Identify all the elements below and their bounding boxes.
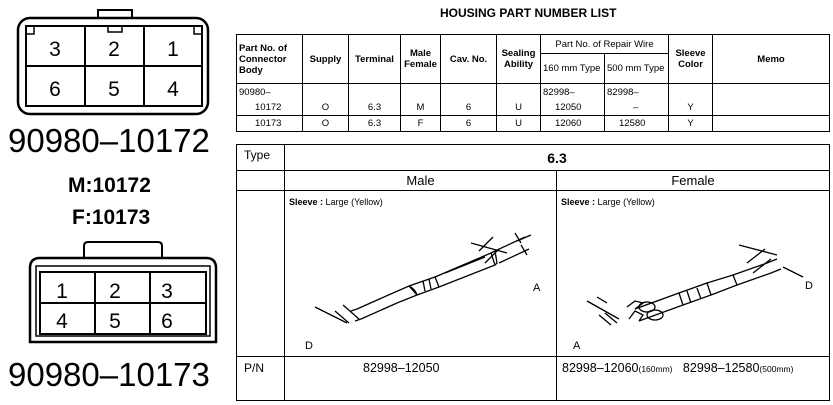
- cell-supply: O: [303, 84, 349, 116]
- header-supply: Supply: [303, 35, 349, 84]
- dimension-d-letter: D: [305, 340, 313, 352]
- cell-seal: U: [497, 84, 541, 116]
- connector-part-number: 90980–10172: [8, 122, 210, 159]
- cell-seal: U: [497, 116, 541, 132]
- cell-terminal: 6.3: [349, 116, 401, 132]
- pn-label: P/N: [237, 357, 285, 401]
- wire-160: 12060: [541, 116, 605, 132]
- header-repair-wire: Part No. of Repair Wire: [541, 35, 669, 54]
- part-number: 10173: [237, 116, 303, 132]
- male-header: Male: [285, 171, 557, 191]
- female-pn-500-note: (500mm): [759, 364, 794, 374]
- part-number: 10172: [255, 101, 282, 113]
- female-terminal-cell: [557, 191, 830, 357]
- female-pn-500: 82998–12580: [682, 361, 760, 375]
- wire-160: 12050: [555, 101, 582, 113]
- header-sealing: Sealing Ability: [497, 35, 541, 84]
- housing-list-title: HOUSING PART NUMBER LIST: [440, 6, 617, 20]
- cavity-label: 2: [109, 280, 121, 303]
- cavity-label: 1: [56, 280, 68, 303]
- cell-supply: O: [303, 116, 349, 132]
- cell-memo: [713, 116, 830, 132]
- type-value: 6.3: [285, 145, 830, 171]
- male-part-label: M:10172: [68, 174, 151, 197]
- header-sleeve: Sleeve Color: [669, 35, 713, 84]
- wire-prefix: 82998–: [543, 86, 575, 98]
- table-row: [237, 116, 830, 132]
- cell-male-female: M: [401, 84, 441, 116]
- wire-prefix: 82998–: [607, 86, 639, 98]
- terminal-type-table: [236, 144, 830, 401]
- header-part-no: Part No. of Connector Body: [237, 35, 303, 84]
- dimension-a-letter: A: [533, 282, 541, 294]
- type-label: Type: [237, 145, 285, 171]
- cell-terminal: 6.3: [349, 84, 401, 116]
- dimension-d-letter: D: [805, 280, 813, 292]
- cell-cav: 6: [441, 84, 497, 116]
- cell-sleeve: Y: [669, 84, 713, 116]
- connector-10173-diagram: [24, 238, 224, 348]
- sleeve-value: Large (Yellow): [597, 197, 655, 207]
- cavity-label: 4: [167, 78, 179, 101]
- part-prefix: 90980–: [239, 86, 271, 98]
- header-cav-no: Cav. No.: [441, 35, 497, 84]
- table-row: [237, 84, 830, 116]
- sleeve-key: Sleeve :: [561, 197, 596, 207]
- female-header: Female: [557, 171, 830, 191]
- cell-cav: 6: [441, 116, 497, 132]
- female-pn-160-note: (160mm): [638, 364, 673, 374]
- connector-part-number: 90980–10173: [8, 356, 210, 393]
- cell-sleeve: Y: [669, 116, 713, 132]
- header-500mm: 500 mm Type: [605, 54, 669, 84]
- cavity-label: 1: [167, 38, 179, 61]
- sleeve-value: Large (Yellow): [325, 197, 383, 207]
- cell-memo: [713, 84, 830, 116]
- housing-part-table: [236, 34, 830, 132]
- cavity-label: 6: [49, 78, 61, 101]
- cavity-label: 3: [49, 38, 61, 61]
- header-160mm: 160 mm Type: [541, 54, 605, 84]
- header-male-female: Male Female: [401, 35, 441, 84]
- wire-500: 12580: [605, 116, 669, 132]
- wire-500: –: [633, 101, 639, 113]
- cavity-label: 6: [161, 310, 173, 333]
- header-memo: Memo: [713, 35, 830, 84]
- cavity-label: 3: [161, 280, 173, 303]
- male-terminal-cell: [285, 191, 557, 357]
- male-terminal-drawing: [285, 191, 555, 355]
- cavity-label: 4: [56, 310, 68, 333]
- cavity-label: 5: [109, 310, 121, 333]
- cell-male-female: F: [401, 116, 441, 132]
- header-terminal: Terminal: [349, 35, 401, 84]
- connector-10172-diagram: [14, 4, 214, 119]
- female-pn-160: 82998–12060: [562, 361, 639, 375]
- female-part-label: F:10173: [72, 206, 151, 229]
- male-pn: 82998–12050: [285, 357, 557, 401]
- dimension-a-letter: A: [573, 340, 581, 352]
- cavity-label: 2: [108, 38, 120, 61]
- cavity-label: 5: [108, 78, 120, 101]
- female-terminal-drawing: [557, 191, 827, 355]
- sleeve-key: Sleeve :: [289, 197, 324, 207]
